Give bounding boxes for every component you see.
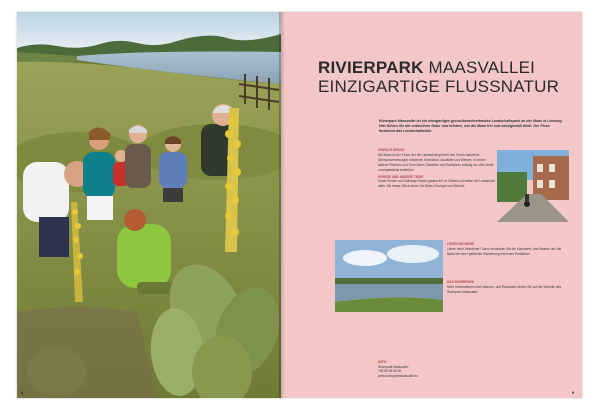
photo-village-street xyxy=(497,150,569,222)
photo-river-landscape xyxy=(335,240,443,312)
section-body-4: Mehr Informationen über Wander- und Radrouten finden Sie auf der Website des Rivierpark Maasvallei. xyxy=(447,284,562,294)
magazine-spread xyxy=(17,12,582,398)
section-heading-3: LESEN SIE MEHR xyxy=(447,242,474,246)
info-website[interactable]: www.rivierparkmaasvallei.eu xyxy=(378,373,419,378)
text-block-2 xyxy=(447,242,569,259)
section-body-3: Lieber mehr Abenteuer? Dann entdecken Sie die Kiesinseln, das Wasser und die Natur bei einer geführten Wanderung mit einem Parkführer. xyxy=(447,246,562,256)
left-page xyxy=(17,12,281,398)
section-body-2: Konik-Pferde und Galloway-Rinder grasen frei im Gebiet und halten die Landschaft offen. Mit etwas Glück sehen Sie Biber, Eisvögel und Störche. xyxy=(378,179,495,189)
text-block-3 xyxy=(447,280,569,297)
right-page-number: 9 xyxy=(572,390,575,395)
article-title xyxy=(318,58,568,96)
section-body-1: Die Maas ist der Fluss, der die Landschaft geformt hat. Durch natürliche Überschwemmungen entstehen Kiesbänke, Auwälder und Wiesen, in denen seltene Pflanzen und Tiere leben. Wandern und Radfahren entlang der Ufer bietet unvergessliche Ausblicke. xyxy=(378,152,494,172)
article-intro: Rivierpark Maasvallei ist ein einzigartiges grenzüberschreitendes Landschaftspark an der Maas in Limburg. Hier fühlen Sie die unberührte Natur und erleben, wie die Maas frei und naturgemäß fließt. Der Fluss bestimmt das Landschaftsbild. xyxy=(379,119,563,134)
title-bold: RIVIERPARK xyxy=(318,58,424,77)
article-subtitle: EINZIGARTIGE FLUSSNATUR xyxy=(318,77,560,96)
section-heading-1: EINFACH GROSS xyxy=(378,148,405,152)
left-page-number: 8 xyxy=(21,390,24,395)
text-block-1 xyxy=(378,148,496,191)
section-heading-2: PFERDE UND ANDERE TIERE xyxy=(378,174,424,179)
right-page xyxy=(281,12,582,398)
title-regular: MAASVALLEI xyxy=(428,58,536,77)
section-heading-4: DAS RIVIERPARK xyxy=(447,280,475,284)
info-line-2: +32 89 65 65 65 xyxy=(378,369,402,374)
group-photo xyxy=(17,12,281,398)
info-heading: INFO xyxy=(378,360,387,364)
soil xyxy=(17,307,157,398)
info-line-1: Rivierpark Maasvallei xyxy=(378,364,409,369)
info-block xyxy=(378,360,518,378)
